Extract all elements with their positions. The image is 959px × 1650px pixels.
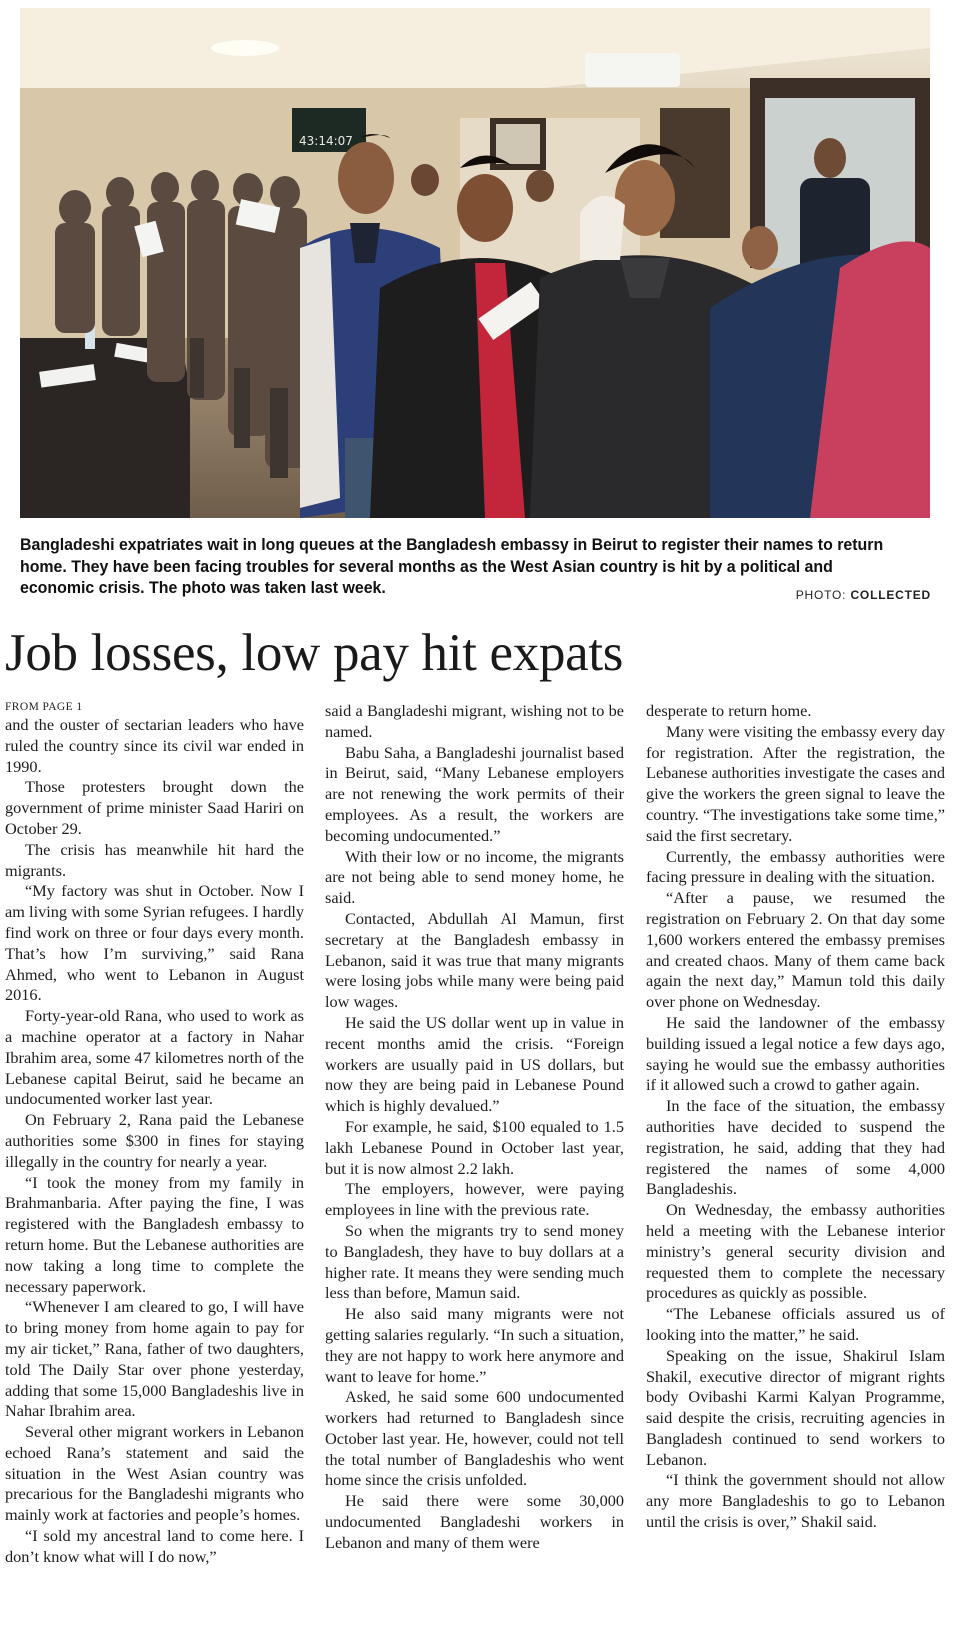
- paragraph: In the face of the situation, the embassy authorities have decided to suspend the registration, he said, adding that they had registered the names of some 4,000 Bangladeshis.: [646, 1096, 945, 1199]
- paragraph: “The Lebanese officials assured us of looking into the matter,” he said.: [646, 1304, 945, 1344]
- paragraph: Forty-year-old Rana, who used to work as a machine operator at a factory in Nahar Ibrahim area, some 47 kilometres north of the Lebanese capital Beirut, said he became an undocumented worker last year.: [5, 1006, 304, 1109]
- paragraph: For example, he said, $100 equaled to 1.5 lakh Lebanese Pound in October last year, but it is now almost 2.2 lakh.: [325, 1116, 624, 1178]
- paragraph: He said the landowner of the embassy building issued a legal notice a few days ago, saying he would sue the embassy authorities if it allowed such a crowd to gather again.: [646, 1012, 945, 1095]
- paragraph: “I think the government should not allow any more Bangladeshis to go to Lebanon until the crisis is over,” Shakil said.: [646, 1470, 945, 1532]
- paragraph: and the ouster of sectarian leaders who have ruled the country since its civil war ended in 1990.: [5, 715, 304, 776]
- paragraph: “I sold my ancestral land to come here. I don’t know what will I do now,”: [5, 1526, 304, 1566]
- paragraph: The employers, however, were paying employees in line with the previous rate.: [325, 1179, 624, 1220]
- paragraph: On Wednesday, the embassy authorities held a meeting with the Lebanese interior ministry’s general security division and requested them to complete the necessary procedures as quickly as possible.: [646, 1200, 945, 1303]
- paragraph: Those protesters brought down the government of prime minister Saad Hariri on October 29.: [5, 777, 304, 838]
- article-column-1: [5, 699, 304, 1650]
- paragraph: On February 2, Rana paid the Lebanese authorities some $300 in fines for staying illegally in the country for nearly a year.: [5, 1110, 304, 1171]
- credit-source: COLLECTED: [850, 588, 931, 602]
- paragraph: said a Bangladeshi migrant, wishing not to be named.: [325, 701, 624, 741]
- credit-label: PHOTO:: [795, 588, 847, 602]
- paragraph: He also said many migrants were not getting salaries regularly. “In such a situation, they are not happy to work here anymore and want to leave for home.”: [325, 1304, 624, 1386]
- paragraph: He said there were some 30,000 undocumented Bangladeshi workers in Lebanon and many of them were: [325, 1491, 624, 1552]
- paragraph: Speaking on the issue, Shakirul Islam Shakil, executive director of migrant rights body Ovibashi Karmi Kalyan Programme, said despite the crisis, recruiting agencies in Bangladesh continued to send workers to Lebanon.: [646, 1345, 945, 1469]
- photo-caption: Bangladeshi expatriates wait in long queues at the Bangladesh embassy in Beirut to register their names to return home. They have been facing troubles for several months as the West Asian country is hit by a political and economic crisis. The photo was taken last week.: [20, 536, 884, 597]
- paragraph: He said the US dollar went up in value in recent months amid the crisis. “Foreign workers are usually paid in US dollars, but now they are being paid in Lebanese Pound which is highly devalued.”: [325, 1012, 624, 1116]
- paragraph: “After a pause, we resumed the registration on February 2. On that day some 1,600 workers entered the embassy premises and created chaos. Many of them came back again the next day,” Mamun told this daily over phone on Wednesday.: [646, 888, 945, 1012]
- paragraph: “My factory was shut in October. Now I am living with some Syrian refugees. I hardly find work on three or four days every month. That’s how I’m surviving,” said Rana Ahmed, who went to Lebanon in August 2016.: [5, 881, 304, 1005]
- photo-credit: [796, 588, 931, 602]
- paragraph: “I took the money from my family in Brahmanbaria. After paying the fine, I was registered with the Bangladesh embassy to return home. But the Lebanese authorities are now taking a long time to complete the necessary paperwork.: [5, 1172, 304, 1296]
- paragraph: The crisis has meanwhile hit hard the migrants.: [5, 839, 304, 880]
- paragraph: desperate to return home.: [646, 701, 812, 720]
- paragraph: Currently, the embassy authorities were facing pressure in dealing with the situation.: [646, 846, 945, 887]
- article-column-2: [325, 701, 624, 1650]
- paragraph: With their low or no income, the migrants are not being able to send money home, he said.: [325, 846, 624, 908]
- article-column-3: [646, 701, 945, 1650]
- wall-screen-text: 43:14:07: [299, 134, 353, 148]
- paragraph: Many were visiting the embassy every day for registration. After the registration, the Lebanese authorities investigate the cases and give the workers the green signal to leave the country. “The investigations take some time,” said the first secretary.: [646, 721, 945, 845]
- from-page-label: FROM PAGE 1: [5, 701, 83, 713]
- paragraph: “Whenever I am cleared to go, I will have to bring money from home again to pay for my air ticket,” Rana, father of two daughters, told The Daily Star over phone yesterday, adding that some 15,000 Bangladeshis live in Nahar Ibrahim area.: [5, 1297, 304, 1421]
- paragraph: Several other migrant workers in Lebanon echoed Rana’s statement and said the situation in the West Asian country was precarious for the Bangladeshi migrants who mainly work at factories and people’s homes.: [5, 1422, 304, 1525]
- paragraph: Babu Saha, a Bangladeshi journalist based in Beirut, said, “Many Lebanese employers are not renewing the work permits of their employees. As a result, the workers are becoming undocumented.”: [325, 742, 624, 845]
- news-photo: [20, 8, 930, 518]
- paragraph: So when the migrants try to send money to Bangladesh, they have to buy dollars at a higher rate. It means they were sending much less than before, Mamun said.: [325, 1220, 624, 1303]
- paragraph: Asked, he said some 600 undocumented workers had returned to Bangladesh since October last year. He, however, could not tell the total number of Bangladeshis who went home since the crisis unfolded.: [325, 1387, 624, 1490]
- paragraph: Contacted, Abdullah Al Mamun, first secretary at the Bangladesh embassy in Lebanon, said it was true that many migrants were losing jobs while many were being paid low wages.: [325, 908, 624, 1012]
- headline: Job losses, low pay hit expats: [5, 624, 624, 682]
- embassy-queue-photo: [20, 8, 930, 518]
